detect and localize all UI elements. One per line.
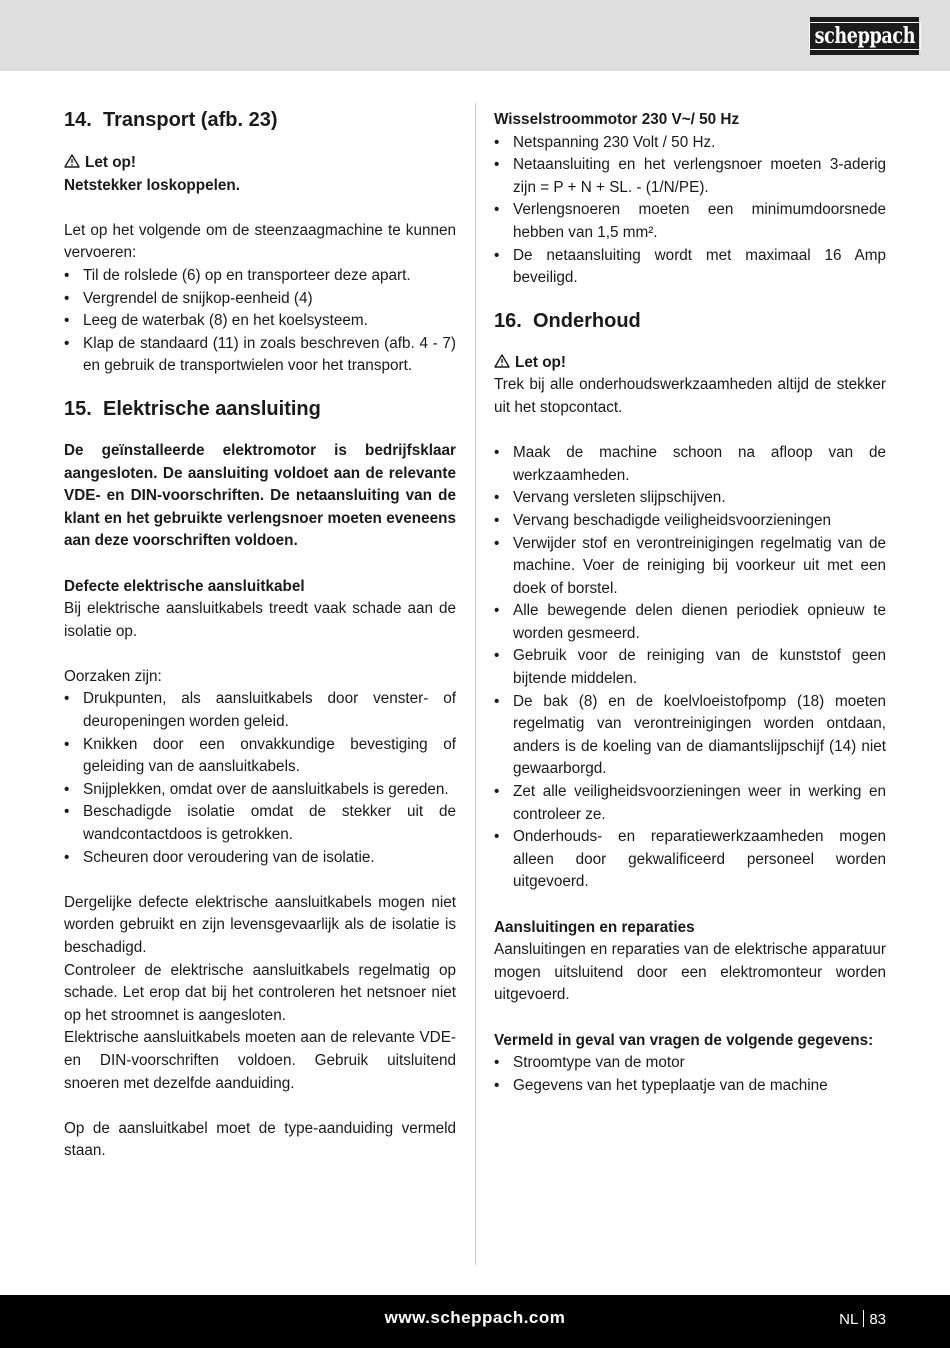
separator [863,1310,864,1327]
list-item: • Netspanning 230 Volt / 50 Hz. [494,132,886,155]
list-item: • Klap de standaard (11) in zoals beschreven (afb. 4 - 7) en gebruik de transportwielen voor het transport. [64,333,456,378]
motor-list [494,132,886,290]
list-item: • Vergrendel de snijkop-eenheid (4) [64,288,456,311]
list-item: • De netaansluiting wordt met maximaal 16 Amp beveiligd. [494,245,886,290]
warning-text: Trek bij alle onderhoudswerkzaamheden altijd de stekker uit het stopcontact. [494,376,886,416]
column-divider [475,103,476,1265]
page-footer [0,1295,950,1348]
website-link[interactable]: www.scheppach.com [384,1308,566,1327]
warning-text: Netstekker loskoppelen. [64,176,240,194]
page-num: 83 [869,1311,886,1328]
warning-line [64,152,456,175]
list-item: • Alle bewegende delen dienen periodiek opnieuw te worden gesmeerd. [494,600,886,645]
info-heading: Vermeld in geval van vragen de volgende gegevens: [494,1031,874,1049]
scheppach-logo [810,17,919,55]
warning-line [494,352,886,375]
repair-heading: Aansluitingen en reparaties [494,918,695,936]
list-item: • Vervang versleten slijpschijven. [494,487,886,510]
section-16-heading [494,307,886,335]
section-14-title: Transport (afb. 23) [103,109,278,131]
defect-text: Bij elektrische aansluitkabels treedt vaak schade aan de isolatie op. [64,600,456,640]
causes-intro: Oorzaken zijn: [64,667,162,685]
section-14-heading [64,106,456,134]
paragraph: Op de aansluitkabel moet de type-aanduiding vermeld staan. [64,1119,456,1160]
logo-text: scheppach [809,22,921,50]
page-header [0,0,950,71]
list-item: • Gegevens van het typeplaatje van de machine [494,1075,886,1098]
section-15-heading [64,395,456,423]
info-list [494,1052,886,1097]
section-16-title: Onderhoud [533,309,641,332]
list-item: • Drukpunten, als aansluitkabels door venster- of deuropeningen worden geleid. [64,688,456,733]
list-item: • Til de rolslede (6) op en transporteer deze apart. [64,265,456,288]
list-item: • Netaansluiting en het verlengsnoer moeten 3-aderig zijn = P + N + SL. - (1/N/PE). [494,154,886,199]
list-item: • Beschadigde isolatie omdat de stekker uit de wandcontactdoos is getrokken. [64,801,456,846]
paragraph: Dergelijke defecte elektrische aansluitkabels mogen niet worden gebruikt en zijn levensgevaarlijk als de isolatie is beschadigd. [64,893,456,956]
list-item: • Gebruik voor de reiniging van de kunststof geen bijtende middelen. [494,645,886,690]
warning-triangle-icon [494,354,510,368]
transport-intro: Let op het volgende om de steenzaagmachine te kunnen vervoeren: [64,221,456,262]
left-column [64,104,456,1163]
list-item: • Onderhouds- en reparatiewerkzaamheden mogen alleen door gekwalificeerd personeel worden uitgevoerd. [494,826,886,894]
section-15-title: Elektrische aansluiting [103,397,321,420]
causes-list [64,688,456,869]
defect-heading: Defecte elektrische aansluitkabel [64,577,305,595]
warning-label: Let op! [515,353,566,371]
list-item: • Verlengsnoeren moeten een minimumdoorsnede hebben van 1,5 mm². [494,199,886,244]
maintenance-list [494,442,886,894]
list-item: • Leeg de waterbak (8) en het koelsysteem. [64,310,456,333]
list-item: • Scheuren door veroudering van de isolatie. [64,847,456,870]
paragraph: Controleer de elektrische aansluitkabels regelmatig op schade. Let erop dat bij het controleren het netsnoer niet op het stroomnet is aangesloten. [64,961,456,1024]
section-15-number: 15. [64,397,92,420]
paragraph: Elektrische aansluitkabels moeten aan de relevante VDE- en DIN-voorschriften voldoen. Gebruik uitsluitend snoeren met dezelfde aanduiding. [64,1029,456,1092]
list-item: • Verwijder stof en verontreinigingen regelmatig van de machine. Voer de reiniging bij voorkeur uit met een doek of borstel. [494,533,886,601]
list-item: • Zet alle veiligheidsvoorzieningen weer in werking en controleer ze. [494,781,886,826]
repair-text: Aansluitingen en reparaties van de elektrische apparatuur mogen uitsluitend door een elektromonteur worden uitgevoerd. [494,941,886,1004]
electric-intro: De geïnstalleerde elektromotor is bedrijfsklaar aangesloten. De aansluiting voldoet aan de relevante VDE- en DIN-voorschriften. De netaansluiting van de klant en het gebruikte verlengsnoer moeten eveneens aan deze voorschriften voldoen. [64,441,456,550]
list-item: • Maak de machine schoon na afloop van de werkzaamheden. [494,442,886,487]
right-column [494,104,886,1097]
warning-triangle-icon [64,154,80,168]
page-number [839,1309,886,1332]
list-item: • Knikken door een onvakkundige bevestiging of geleiding van de aansluitkabels. [64,734,456,779]
language-code: NL [839,1311,859,1328]
transport-list [64,265,456,378]
section-14-number: 14. [64,109,92,131]
motor-heading: Wisselstroommotor 230 V~/ 50 Hz [494,111,740,128]
list-item: • Snijplekken, omdat over de aansluitkabels is gereden. [64,779,456,802]
list-item: • De bak (8) en de koelvloeistofpomp (18) moeten regelmatig van verontreinigingen worden ontdaan, anders is de koeling van de diamantslijpschijf (14) niet gewaarborgd. [494,691,886,781]
list-item: • Stroomtype van de motor [494,1052,886,1075]
section-16-number: 16. [494,309,522,332]
list-item: • Vervang beschadigde veiligheidsvoorzieningen [494,510,886,533]
warning-label: Let op! [85,154,136,171]
